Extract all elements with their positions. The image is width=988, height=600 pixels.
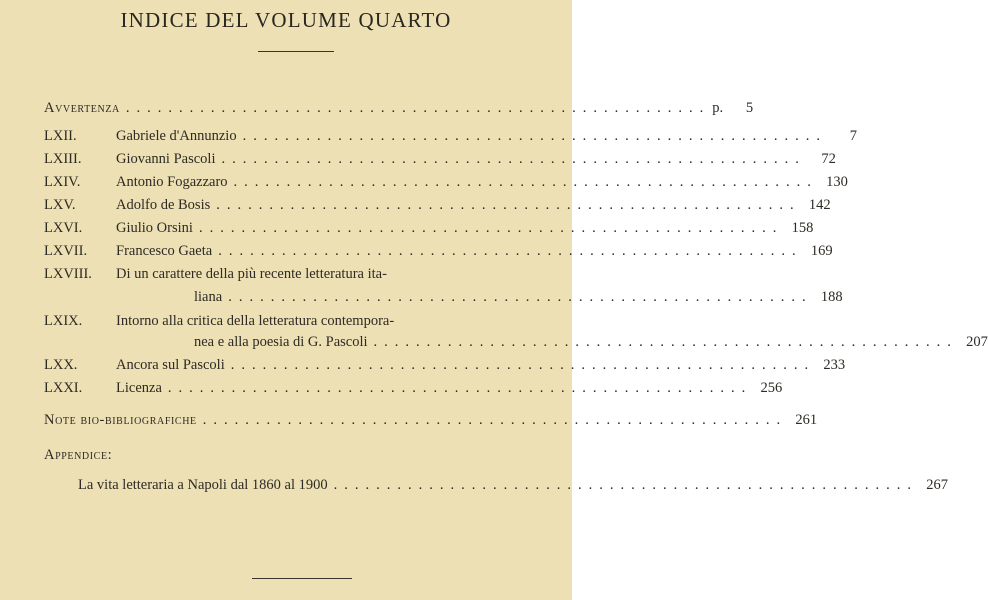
chapter-number: LXX. <box>44 357 78 373</box>
chapter-number: LXIII. <box>44 151 82 167</box>
chapter-title: Intorno alla critica della letteratura contempora- <box>116 313 395 329</box>
toc-entry <box>44 380 783 400</box>
chapter-number: LXV. <box>44 197 76 213</box>
toc-note <box>44 412 818 432</box>
leader-dots: ....................................................... <box>216 197 801 213</box>
chapter-title: Di un carattere della più recente letteratura ita- <box>116 266 387 282</box>
leader-dots: ....................................................... <box>218 243 803 259</box>
chapter-title: Adolfo de Bosis <box>116 197 211 213</box>
appendice-item-title: La vita letteraria a Napoli dal 1860 al 1900 <box>78 477 328 493</box>
chapter-number: LXIV. <box>44 174 81 190</box>
chapter-page: 256 <box>760 380 783 396</box>
chapter-page: 188 <box>820 289 843 305</box>
toc-entry-continuation <box>44 334 988 354</box>
toc-entry <box>44 243 833 263</box>
chapter-page: 130 <box>826 174 848 190</box>
toc-entry <box>44 313 556 333</box>
chapter-title: Giovanni Pascoli <box>116 151 216 167</box>
toc-entry <box>44 128 857 148</box>
chapter-title: Ancora sul Pascoli <box>116 357 225 373</box>
chapter-title: Gabriele d'Annunzio <box>116 128 237 144</box>
leader-dots: ....................................................... <box>242 128 827 144</box>
chapter-number: LXVII. <box>44 243 88 259</box>
appendice-item-page: 267 <box>926 477 949 493</box>
chapter-title: Giulio Orsini <box>116 220 193 236</box>
toc-entry <box>44 151 836 171</box>
toc-entry <box>44 220 814 240</box>
bottom-rule <box>252 578 352 579</box>
toc-entry <box>44 266 556 286</box>
toc-avvertenza <box>44 100 754 120</box>
appendice-label: Appendice: <box>44 447 113 463</box>
leader-dots: ....................................................... <box>125 100 711 116</box>
chapter-title-cont: nea e alla poesia di G. Pascoli <box>194 334 368 350</box>
leader-dots: ....................................................... <box>198 220 784 236</box>
chapter-title-cont: liana <box>194 289 223 305</box>
avvertenza-p: p. <box>712 100 724 116</box>
leader-dots: ....................................................... <box>233 174 818 190</box>
leader-dots: ....................................................... <box>333 477 919 493</box>
chapter-page: 158 <box>791 220 814 236</box>
toc-appendice-item <box>44 477 949 497</box>
chapter-page: 7 <box>849 128 857 144</box>
chapter-page: 142 <box>808 197 831 213</box>
toc-entry <box>44 357 846 377</box>
chapter-title: Licenza <box>116 380 162 396</box>
note-label: Note bio-bibliografiche <box>44 412 197 428</box>
avvertenza-page: 5 <box>745 100 754 116</box>
chapter-number: LXVIII. <box>44 266 92 282</box>
page-title: INDICE DEL VOLUME QUARTO <box>120 8 452 32</box>
chapter-title: Antonio Fogazzaro <box>116 174 228 190</box>
title-rule <box>258 51 334 52</box>
note-page: 261 <box>795 412 818 428</box>
chapter-page: 233 <box>823 357 846 373</box>
chapter-page: 207 <box>966 334 988 350</box>
avvertenza-label: Avvertenza <box>44 100 120 116</box>
toc-appendice <box>44 447 556 467</box>
leader-dots: ....................................................... <box>167 380 753 396</box>
chapter-number: LXIX. <box>44 313 83 329</box>
chapter-page: 169 <box>810 243 833 259</box>
toc-entry-continuation <box>44 289 843 309</box>
leader-dots: ....................................................... <box>202 412 788 428</box>
chapter-number: LXVI. <box>44 220 83 236</box>
leader-dots: ....................................................... <box>230 357 816 373</box>
leader-dots: ....................................................... <box>221 151 806 167</box>
chapter-number: LXII. <box>44 128 77 144</box>
chapter-number: LXXI. <box>44 380 83 396</box>
chapter-page: 72 <box>821 151 836 167</box>
toc-entry <box>44 197 831 217</box>
chapter-title: Francesco Gaeta <box>116 243 213 259</box>
toc-entry <box>44 174 848 194</box>
leader-dots: ....................................................... <box>228 289 813 305</box>
leader-dots: ....................................................... <box>373 334 958 350</box>
